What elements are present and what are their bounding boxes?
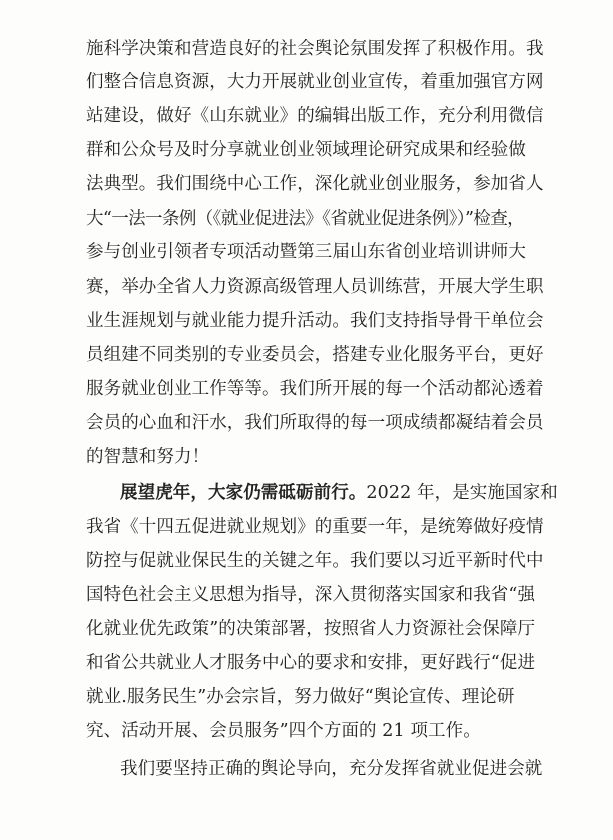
text-line: 业生涯规划与就业能力提升活动。我们支持指导骨干单位会: [86, 311, 544, 331]
text-line: 大“一法一条例（《就业促进法》《省就业促进条例》）”检查，: [86, 209, 524, 229]
text-line: 和省公共就业人才服务中心的要求和安排，更好践行“促进: [86, 653, 536, 673]
text-line: 防控与促就业保民生的关键之年。我们要以习近平新时代中: [86, 551, 544, 571]
text-line: 员组建不同类别的专业委员会，搭建专业化服务平台，更好: [86, 345, 544, 365]
text-line: 国特色社会主义思想为指导，深入贯彻落实国家和我省“强: [86, 585, 536, 605]
paragraph-2-first-line: [120, 476, 558, 510]
text-line: 会员的心血和汗水，我们所取得的每一项成绩都凝结着会员: [86, 413, 544, 433]
text-line: 法典型。我们围绕中心工作，深化就业创业服务，参加省人: [86, 174, 544, 194]
text-line: 化就业优先政策”的决策部署，按照省人力资源社会保障厅: [86, 619, 536, 639]
paragraph-heading: 展望虎年，大家仍需砥砺前行。: [120, 483, 367, 503]
text-line: 我们要坚持正确的舆论导向，充分发挥省就业促进会就: [120, 759, 543, 779]
text-line: 站建设，做好《山东就业》的编辑出版工作，充分利用微信: [86, 106, 544, 126]
text-run: 2022 年，是实施国家和: [366, 483, 558, 503]
text-line: 我省《十四五促进就业规划》的重要一年，是统筹做好疫情: [86, 517, 544, 537]
text-line: 群和公众号及时分享就业创业领域理论研究成果和经验做: [86, 140, 526, 160]
text-line: 服务就业创业工作等等。我们所开展的每一个活动都沁透着: [86, 379, 544, 399]
text-line: 究、活动开展、会员服务”四个方面的 21 项工作。: [86, 721, 481, 741]
text-line: 赛，举办全省人力资源高级管理人员训练营，开展大学生职: [86, 277, 544, 297]
text-line: 的智慧和努力！: [86, 447, 210, 467]
text-line: 们整合信息资源，大力开展就业创业宣传，着重加强官方网: [86, 72, 544, 92]
text-line: 参与创业引领者专项活动暨第三届山东省创业培训讲师大: [86, 242, 526, 262]
text-line: 施科学决策和营造良好的社会舆论氛围发挥了积极作用。我: [86, 39, 544, 59]
text-line: 就业.服务民生”办会宗旨，努力做好“舆论宣传、理论研: [86, 687, 515, 707]
